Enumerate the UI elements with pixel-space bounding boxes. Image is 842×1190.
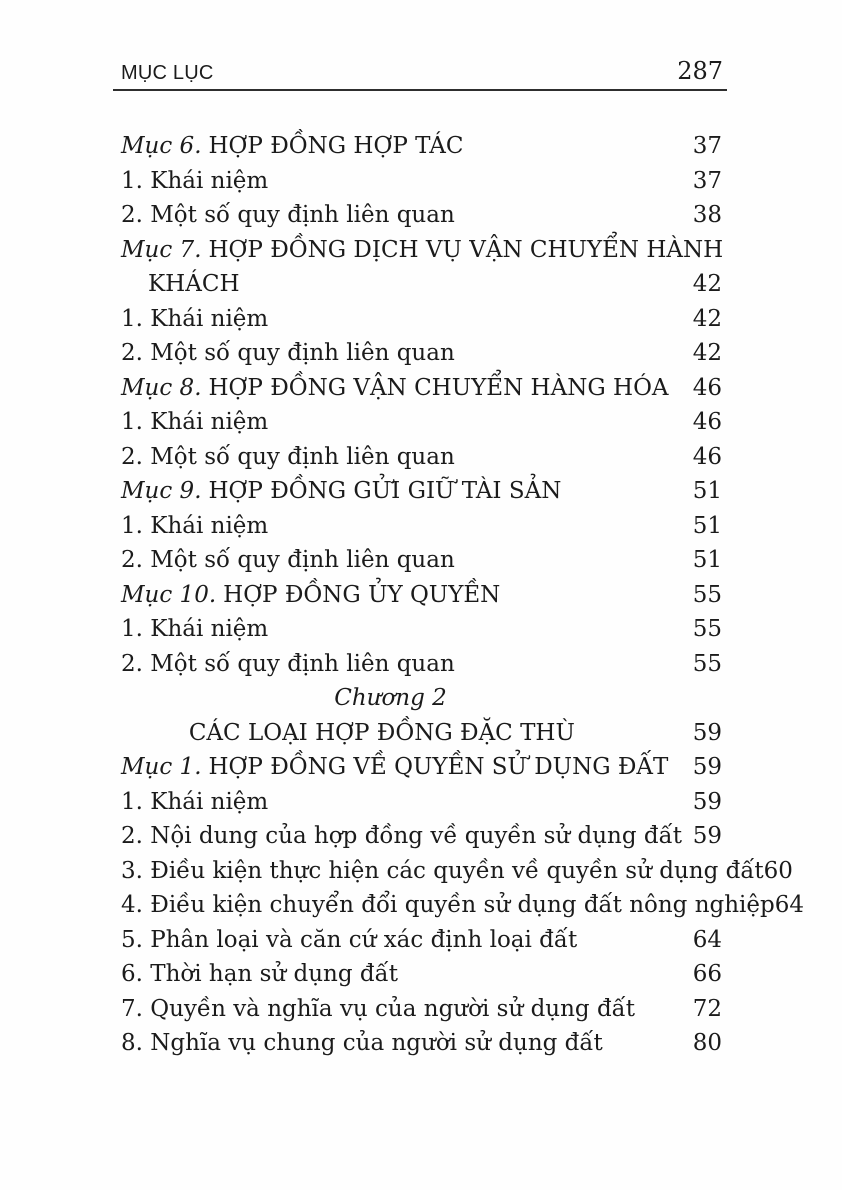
toc-entry — [121, 509, 722, 544]
toc-entry-label — [121, 233, 723, 268]
toc-entry — [121, 405, 722, 440]
toc-entry-page-number: 64 — [774, 892, 805, 918]
toc-entry-label: 1. Khái niệm — [121, 167, 269, 194]
page-header-number: 287 — [677, 57, 723, 85]
toc-entry-section-prefix: Mục 9. — [121, 478, 202, 504]
toc-entry-page-number: 42 — [692, 271, 722, 297]
toc-entry-label — [121, 474, 561, 509]
toc-entry-label: 1. Khái niệm — [121, 788, 269, 815]
toc-entry — [121, 233, 722, 268]
toc-list — [121, 129, 805, 1061]
toc-entry-page-number: 37 — [692, 133, 722, 159]
toc-entry-page-number: 59 — [692, 754, 722, 780]
toc-entry-page-number: 42 — [692, 340, 722, 366]
toc-entry — [121, 267, 722, 302]
toc-entry-page-number: 59 — [692, 823, 722, 849]
toc-entry-label: 1. Khái niệm — [121, 409, 269, 435]
toc-entry-section-title: HỢP ĐỒNG DỊCH VỤ VẬN CHUYỂN HÀNH — [208, 236, 724, 263]
toc-entry — [121, 371, 722, 406]
toc-entry-page-number: 59 — [692, 719, 722, 746]
toc-entry-section-title: HỢP ĐỒNG ỦY QUYỀN — [223, 581, 501, 608]
toc-entry — [121, 681, 722, 716]
toc-entry — [121, 854, 793, 889]
toc-entry-label: 1. Khái niệm — [121, 305, 269, 332]
toc-entry-page-number: 55 — [692, 616, 722, 642]
toc-entry-section-title: HỢP ĐỒNG VẬN CHUYỂN HÀNG HÓA — [208, 374, 669, 401]
toc-entry — [121, 647, 722, 682]
toc-entry-page-number: 66 — [692, 961, 722, 987]
toc-entry — [121, 612, 722, 647]
toc-entry-label: 3. Điều kiện thực hiện các quyền về quyền sử dụng đất — [121, 857, 764, 884]
toc-entry-section-prefix: Mục 1. — [121, 754, 202, 780]
toc-entry-label: 1. Khái niệm — [121, 616, 269, 642]
toc-entry-page-number: 46 — [692, 374, 722, 401]
toc-entry-label: Chương 2 — [334, 685, 447, 711]
toc-entry — [121, 923, 722, 958]
toc-entry-label: 2. Một số quy định liên quan — [121, 650, 455, 677]
toc-entry — [121, 198, 722, 233]
toc-entry-page-number: 46 — [692, 409, 722, 435]
page-header — [113, 57, 727, 91]
toc-entry-label — [121, 371, 669, 406]
toc-entry — [121, 543, 722, 578]
toc-entry-label — [121, 129, 463, 164]
toc-entry-label: 6. Thời hạn sử dụng đất — [121, 961, 398, 987]
toc-entry — [121, 1026, 722, 1061]
toc-entry-label: 4. Điều kiện chuyển đổi quyền sử dụng đất nông nghiệp — [121, 892, 775, 918]
toc-entry-section-prefix: Mục 7. — [121, 236, 202, 263]
toc-entry — [121, 785, 722, 820]
toc-entry-page-number: 51 — [692, 547, 722, 573]
toc-entry-label: 1. Khái niệm — [121, 512, 269, 539]
toc-entry — [121, 336, 722, 371]
toc-entry-page-number: 59 — [692, 788, 722, 815]
toc-entry — [121, 440, 722, 475]
toc-entry-label: 2. Một số quy định liên quan — [121, 202, 455, 228]
toc-entry-section-title: HỢP ĐỒNG VỀ QUYỀN SỬ DỤNG ĐẤT — [208, 754, 669, 780]
toc-entry — [121, 716, 722, 751]
toc-entry-page-number: 64 — [692, 926, 722, 953]
toc-entry-page-number: 42 — [692, 305, 722, 332]
toc-entry — [121, 129, 722, 164]
toc-entry-section-title: HỢP ĐỒNG HỢP TÁC — [208, 133, 464, 159]
toc-entry-label: 8. Nghĩa vụ chung của người sử dụng đất — [121, 1030, 603, 1056]
toc-entry-page-number: 72 — [692, 995, 722, 1022]
toc-entry-page-number: 80 — [692, 1030, 722, 1056]
toc-entry-section-prefix: Mục 8. — [121, 374, 202, 401]
toc-entry-section-prefix: Mục 10. — [121, 581, 217, 608]
toc-entry — [121, 164, 722, 199]
toc-entry — [121, 474, 722, 509]
toc-entry-section-title: HỢP ĐỒNG GỬI GIỮ TÀI SẢN — [208, 478, 562, 504]
toc-entry-page-number: 51 — [692, 512, 722, 539]
toc-entry-page-number: 55 — [692, 581, 722, 608]
toc-entry-label: CÁC LOẠI HỢP ĐỒNG ĐẶC THÙ — [188, 719, 575, 746]
toc-entry-label: KHÁCH — [148, 271, 240, 297]
toc-entry-label: 2. Một số quy định liên quan — [121, 443, 455, 470]
toc-entry-page-number: 51 — [692, 478, 722, 504]
toc-entry-page-number: 37 — [692, 167, 722, 194]
toc-entry-label: 5. Phân loại và căn cứ xác định loại đất — [121, 926, 578, 953]
page-header-title: MỤC LỤC — [121, 62, 214, 84]
toc-entry — [121, 819, 722, 854]
toc-entry — [121, 992, 722, 1027]
toc-entry-label: 2. Một số quy định liên quan — [121, 547, 455, 573]
toc-entry-label: 2. Nội dung của hợp đồng về quyền sử dụng đất — [121, 823, 682, 849]
toc-entry — [121, 888, 805, 923]
toc-entry — [121, 957, 722, 992]
toc-entry-label: 2. Một số quy định liên quan — [121, 340, 455, 366]
toc-entry — [121, 750, 722, 785]
toc-entry — [121, 302, 722, 337]
toc-entry-page-number: 38 — [692, 202, 722, 228]
toc-entry-page-number: 55 — [692, 650, 722, 677]
toc-entry-label: 7. Quyền và nghĩa vụ của người sử dụng đất — [121, 995, 636, 1022]
toc-entry-section-prefix: Mục 6. — [121, 133, 202, 159]
toc-entry-page-number: 60 — [763, 857, 793, 884]
toc-entry-label — [121, 750, 668, 785]
toc-entry-page-number: 46 — [692, 443, 722, 470]
toc-entry-label — [121, 578, 500, 613]
toc-entry — [121, 578, 722, 613]
